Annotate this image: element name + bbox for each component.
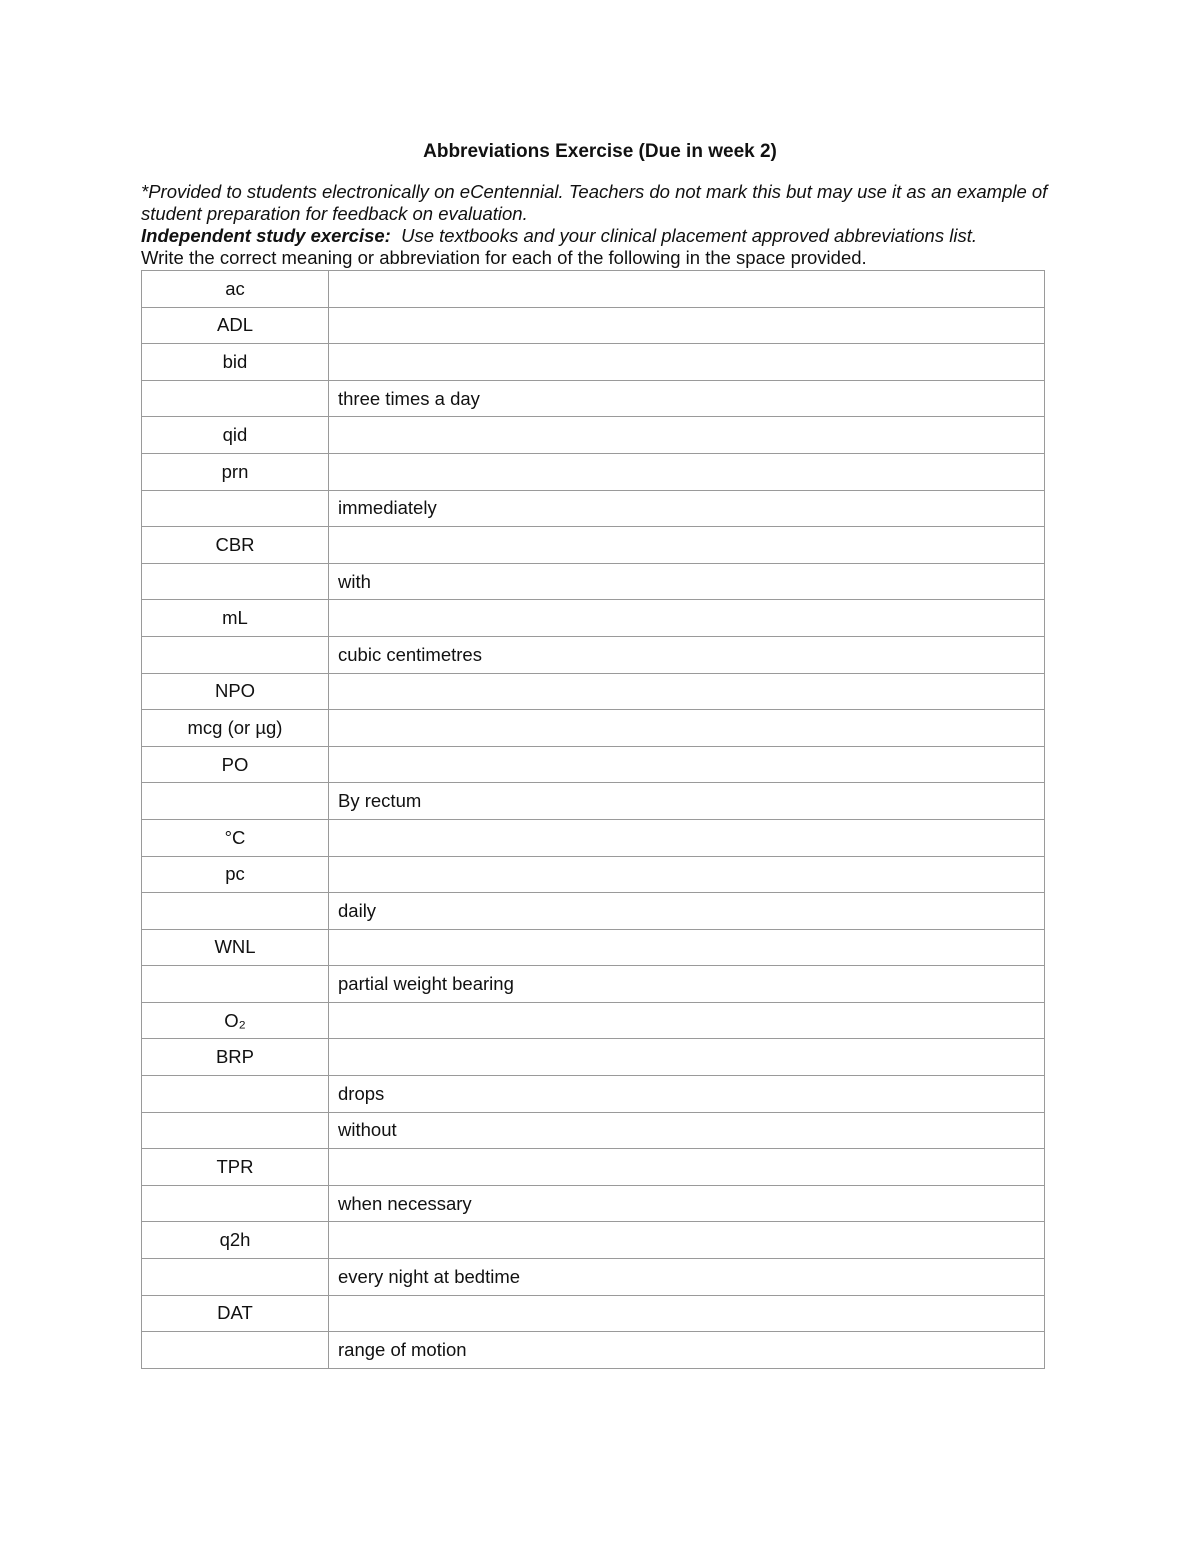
abbreviation-cell[interactable]: ac xyxy=(142,271,329,308)
table-row xyxy=(142,527,1045,564)
table-row xyxy=(142,271,1045,308)
abbreviation-cell[interactable] xyxy=(142,1076,329,1113)
abbreviation-cell[interactable] xyxy=(142,966,329,1003)
table-row xyxy=(142,636,1045,673)
table-row xyxy=(142,746,1045,783)
table-row xyxy=(142,1076,1045,1113)
table-row xyxy=(142,453,1045,490)
abbreviation-cell[interactable]: mcg (or µg) xyxy=(142,710,329,747)
table-row xyxy=(142,1332,1045,1369)
table-row xyxy=(142,417,1045,454)
table-row xyxy=(142,380,1045,417)
table-row xyxy=(142,710,1045,747)
table-row xyxy=(142,1039,1045,1076)
abbreviation-cell[interactable]: PO xyxy=(142,746,329,783)
meaning-cell[interactable]: immediately xyxy=(329,490,1045,527)
abbreviation-cell[interactable]: qid xyxy=(142,417,329,454)
meaning-cell[interactable] xyxy=(329,344,1045,381)
table-row xyxy=(142,893,1045,930)
table-row xyxy=(142,783,1045,820)
meaning-cell[interactable] xyxy=(329,929,1045,966)
abbreviation-cell[interactable]: prn xyxy=(142,453,329,490)
table-row xyxy=(142,1149,1045,1186)
abbreviation-cell[interactable] xyxy=(142,563,329,600)
intro-block xyxy=(141,181,1051,269)
document-title: Abbreviations Exercise (Due in week 2) xyxy=(423,141,777,162)
meaning-cell[interactable] xyxy=(329,307,1045,344)
meaning-cell[interactable] xyxy=(329,1222,1045,1259)
abbreviations-table-body xyxy=(142,271,1045,1369)
abbreviation-cell[interactable] xyxy=(142,1332,329,1369)
abbreviation-cell[interactable] xyxy=(142,893,329,930)
table-row xyxy=(142,1112,1045,1149)
table-row xyxy=(142,490,1045,527)
table-row xyxy=(142,307,1045,344)
abbreviation-cell[interactable] xyxy=(142,1185,329,1222)
meaning-cell[interactable]: with xyxy=(329,563,1045,600)
table-row xyxy=(142,673,1045,710)
meaning-cell[interactable]: daily xyxy=(329,893,1045,930)
abbreviation-cell[interactable]: mL xyxy=(142,600,329,637)
table-row xyxy=(142,819,1045,856)
abbreviation-cell[interactable] xyxy=(142,1112,329,1149)
meaning-cell[interactable]: without xyxy=(329,1112,1045,1149)
abbreviation-cell[interactable] xyxy=(142,636,329,673)
abbreviation-cell[interactable]: BRP xyxy=(142,1039,329,1076)
exercise-text: Use textbooks and your clinical placement approved abbreviations list. xyxy=(390,225,977,246)
meaning-cell[interactable]: drops xyxy=(329,1076,1045,1113)
meaning-cell[interactable]: three times a day xyxy=(329,380,1045,417)
meaning-cell[interactable]: every night at bedtime xyxy=(329,1259,1045,1296)
meaning-cell[interactable] xyxy=(329,417,1045,454)
meaning-cell[interactable] xyxy=(329,746,1045,783)
table-row xyxy=(142,1259,1045,1296)
abbreviation-cell[interactable] xyxy=(142,380,329,417)
table-row xyxy=(142,344,1045,381)
meaning-cell[interactable] xyxy=(329,453,1045,490)
meaning-cell[interactable] xyxy=(329,1039,1045,1076)
abbreviation-cell[interactable]: q2h xyxy=(142,1222,329,1259)
table-row xyxy=(142,1222,1045,1259)
table-row xyxy=(142,856,1045,893)
abbreviations-table xyxy=(141,270,1045,1369)
meaning-cell[interactable] xyxy=(329,271,1045,308)
abbreviation-cell[interactable]: CBR xyxy=(142,527,329,564)
meaning-cell[interactable] xyxy=(329,819,1045,856)
instruction-text: Write the correct meaning or abbreviation for each of the following in the space provided. xyxy=(141,247,867,268)
meaning-cell[interactable]: cubic centimetres xyxy=(329,636,1045,673)
abbreviation-cell[interactable] xyxy=(142,783,329,820)
abbreviation-cell[interactable]: O₂ xyxy=(142,1002,329,1039)
meaning-cell[interactable]: partial weight bearing xyxy=(329,966,1045,1003)
meaning-cell[interactable] xyxy=(329,673,1045,710)
abbreviation-cell[interactable]: DAT xyxy=(142,1295,329,1332)
abbreviation-cell[interactable]: °C xyxy=(142,819,329,856)
meaning-cell[interactable] xyxy=(329,1002,1045,1039)
meaning-cell[interactable]: By rectum xyxy=(329,783,1045,820)
intro-note: *Provided to students electronically on eCentennial. Teachers do not mark this but may use it as an example of student preparation for feedback on evaluation. xyxy=(141,181,1048,224)
abbreviation-cell[interactable]: TPR xyxy=(142,1149,329,1186)
table-row xyxy=(142,600,1045,637)
abbreviation-cell[interactable] xyxy=(142,1259,329,1296)
meaning-cell[interactable] xyxy=(329,710,1045,747)
abbreviation-cell[interactable]: pc xyxy=(142,856,329,893)
table-row xyxy=(142,929,1045,966)
meaning-cell[interactable]: when necessary xyxy=(329,1185,1045,1222)
meaning-cell[interactable] xyxy=(329,600,1045,637)
table-row xyxy=(142,966,1045,1003)
table-row xyxy=(142,563,1045,600)
meaning-cell[interactable] xyxy=(329,1295,1045,1332)
abbreviation-cell[interactable]: bid xyxy=(142,344,329,381)
table-row xyxy=(142,1295,1045,1332)
meaning-cell[interactable] xyxy=(329,856,1045,893)
meaning-cell[interactable] xyxy=(329,1149,1045,1186)
meaning-cell[interactable] xyxy=(329,527,1045,564)
abbreviation-cell[interactable]: WNL xyxy=(142,929,329,966)
exercise-line xyxy=(141,225,1051,247)
exercise-label: Independent study exercise: xyxy=(141,225,391,246)
abbreviation-cell[interactable] xyxy=(142,490,329,527)
abbreviation-cell[interactable]: ADL xyxy=(142,307,329,344)
table-row xyxy=(142,1002,1045,1039)
table-row xyxy=(142,1185,1045,1222)
meaning-cell[interactable]: range of motion xyxy=(329,1332,1045,1369)
abbreviation-cell[interactable]: NPO xyxy=(142,673,329,710)
